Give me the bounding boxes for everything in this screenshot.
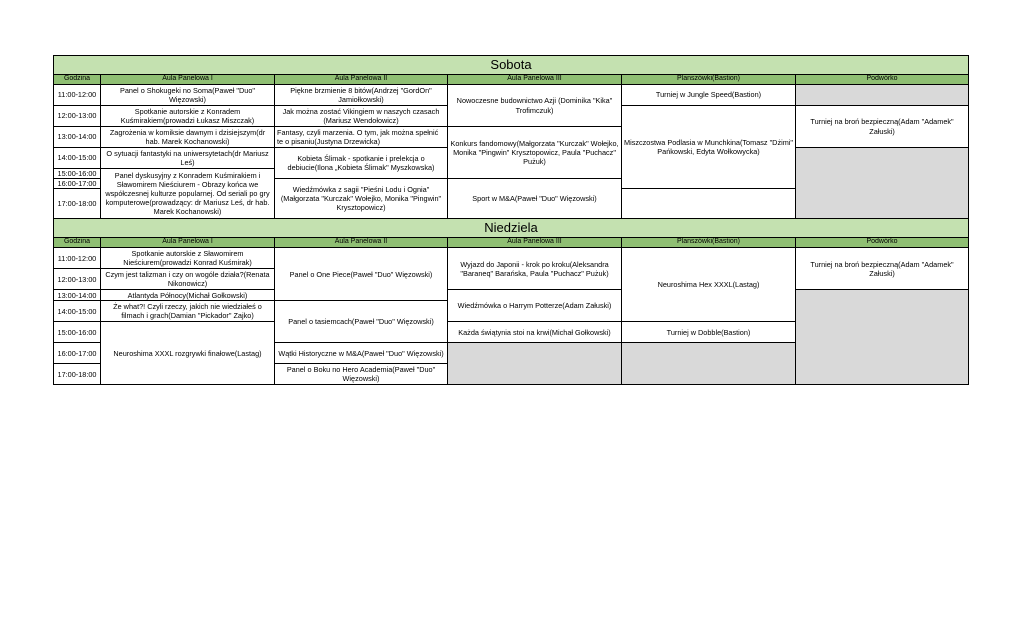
time-slot: 14:00-15:00 <box>54 148 101 169</box>
event-cell: Każda świątynia stoi na krwi(Michał Gołkowski) <box>448 322 622 343</box>
time-slot: 12:00-13:00 <box>54 106 101 127</box>
time-slot: 14:00-15:00 <box>54 301 101 322</box>
column-header-aula1: Aula Panelowa I <box>101 238 275 248</box>
event-cell: Spotkanie autorskie z Konradem Kuśmirakiem(prowadzi Łukasz Miszczak) <box>101 106 275 127</box>
column-header-aula2: Aula Panelowa II <box>275 75 448 85</box>
event-cell: Turniej na broń bezpieczną(Adam "Adamek" Załuski) <box>796 106 969 148</box>
day-title-sunday: Niedziela <box>54 219 969 238</box>
time-slot: 16:00-17:00 <box>54 179 101 189</box>
event-cell: Panel o One Piece(Paweł "Duo" Więzowski) <box>275 248 448 301</box>
time-slot: 13:00-14:00 <box>54 127 101 148</box>
event-cell: Panel o Shokugeki no Soma(Paweł "Duo" Więzowski) <box>101 85 275 106</box>
empty-cell <box>622 343 796 385</box>
event-cell: Zagrożenia w komiksie dawnym i dzisiejszym(dr hab. Marek Kochanowski) <box>101 127 275 148</box>
column-header-board-games: Planszówki(Bastion) <box>622 75 796 85</box>
column-header-board-games: Planszówki(Bastion) <box>622 238 796 248</box>
event-cell: Fantasy, czyli marzenia. O tym, jak można spełnić te o pisaniu(Justyna Drzewicka) <box>275 127 448 148</box>
time-slot: 15:00-16:00 <box>54 169 101 179</box>
event-cell: Wyjazd do Japonii - krok po kroku(Aleksandra "Baraneq" Barańska, Paula "Puchacz" Pużuk) <box>448 248 622 290</box>
event-cell: Wiedźmówka z sagii "Pieśni Lodu i Ognia"(Małgorzata "Kurczak" Wołejko, Monika "Pingwin" Krysztopowicz) <box>275 179 448 219</box>
column-header-time: Godzina <box>54 238 101 248</box>
column-header-aula2: Aula Panelowa II <box>275 238 448 248</box>
time-slot: 13:00-14:00 <box>54 290 101 301</box>
event-cell: Panel dyskusyjny z Konradem Kuśmirakiem i Sławomirem Nieściurem - Obrazy końca we współczesnej kulturze popularnej. Od seriali po gry komputerowe(prowadzący: dr Mariusz Leś, dr hab. Marek Kochanowski) <box>101 169 275 219</box>
event-cell: Piękne brzmienie 8 bitów(Andrzej "GordOn" Jamiołkowski) <box>275 85 448 106</box>
event-cell: Wiedźmówka o Harrym Potterze(Adam Załuski) <box>448 290 622 322</box>
time-slot: 11:00-12:00 <box>54 85 101 106</box>
time-slot: 17:00-18:00 <box>54 189 101 219</box>
schedule-sheet <box>53 55 968 385</box>
event-cell: Że what?! Czyli rzeczy, jakich nie wiedziałeś o filmach i grach(Damian "Pickador" Zajko) <box>101 301 275 322</box>
event-cell: Nowoczesne budownictwo Azji (Dominika "Kika" Trofimczuk) <box>448 85 622 127</box>
column-header-yard: Podwórko <box>796 75 969 85</box>
column-header-aula1: Aula Panelowa I <box>101 75 275 85</box>
time-slot: 16:00-17:00 <box>54 343 101 364</box>
event-cell: Turniej na broń bezpieczną(Adam "Adamek" Załuski) <box>796 248 969 290</box>
time-slot: 11:00-12:00 <box>54 248 101 269</box>
event-cell: Turniej w Jungle Speed(Bastion) <box>622 85 796 106</box>
event-cell: Konkurs fandomowy(Małgorzata "Kurczak" Wołejko, Monika "Pingwin" Krysztopowicz, Paula "Puchacz" Pużuk) <box>448 127 622 179</box>
time-slot: 12:00-13:00 <box>54 269 101 290</box>
empty-cell <box>796 85 969 106</box>
event-cell: Neuroshima XXXL rozgrywki finałowe(Lastag) <box>101 322 275 385</box>
event-cell: Miszczostwa Podlasia w Munchkina(Tomasz "Dżimi" Pańkowski, Edyta Wołkowycka) <box>622 106 796 189</box>
empty-cell <box>796 290 969 385</box>
column-header-aula3: Aula Panelowa III <box>448 75 622 85</box>
event-cell: Turniej w Dobble(Bastion) <box>622 322 796 343</box>
time-slot: 17:00-18:00 <box>54 364 101 385</box>
column-header-time: Godzina <box>54 75 101 85</box>
event-cell: Spotkanie autorskie z Sławomirem Nieściurem(prowadzi Konrad Kuśmirak) <box>101 248 275 269</box>
event-cell: Panel o tasiemcach(Paweł "Duo" Więzowski) <box>275 301 448 343</box>
event-cell: Neuroshima Hex XXXL(Lastag) <box>622 248 796 322</box>
event-cell: O sytuacji fantastyki na uniwersytetach(dr Mariusz Leś) <box>101 148 275 169</box>
event-cell: Panel o Boku no Hero Academia(Paweł "Duo" Więzowski) <box>275 364 448 385</box>
event-cell: Czym jest talizman i czy on wogóle działa?(Renata Nikonowicz) <box>101 269 275 290</box>
column-header-aula3: Aula Panelowa III <box>448 238 622 248</box>
event-cell: Sport w M&A(Paweł "Duo" Więzowski) <box>448 179 622 219</box>
schedule-table <box>53 55 969 385</box>
event-cell: Wątki Historyczne w M&A(Paweł "Duo" Więzowski) <box>275 343 448 364</box>
time-slot: 15:00-16:00 <box>54 322 101 343</box>
event-cell: Atlantyda Północy(Michał Gołkowski) <box>101 290 275 301</box>
column-header-yard: Podwórko <box>796 238 969 248</box>
day-title-saturday: Sobota <box>54 56 969 75</box>
event-cell: Kobieta Ślimak - spotkanie i prelekcja o debiucie(Ilona „Kobieta Ślimak" Myszkowska) <box>275 148 448 179</box>
empty-cell <box>796 148 969 219</box>
empty-cell <box>448 343 622 385</box>
event-cell: Jak można zostać Vikingiem w naszych czasach (Mariusz Wendołowicz) <box>275 106 448 127</box>
